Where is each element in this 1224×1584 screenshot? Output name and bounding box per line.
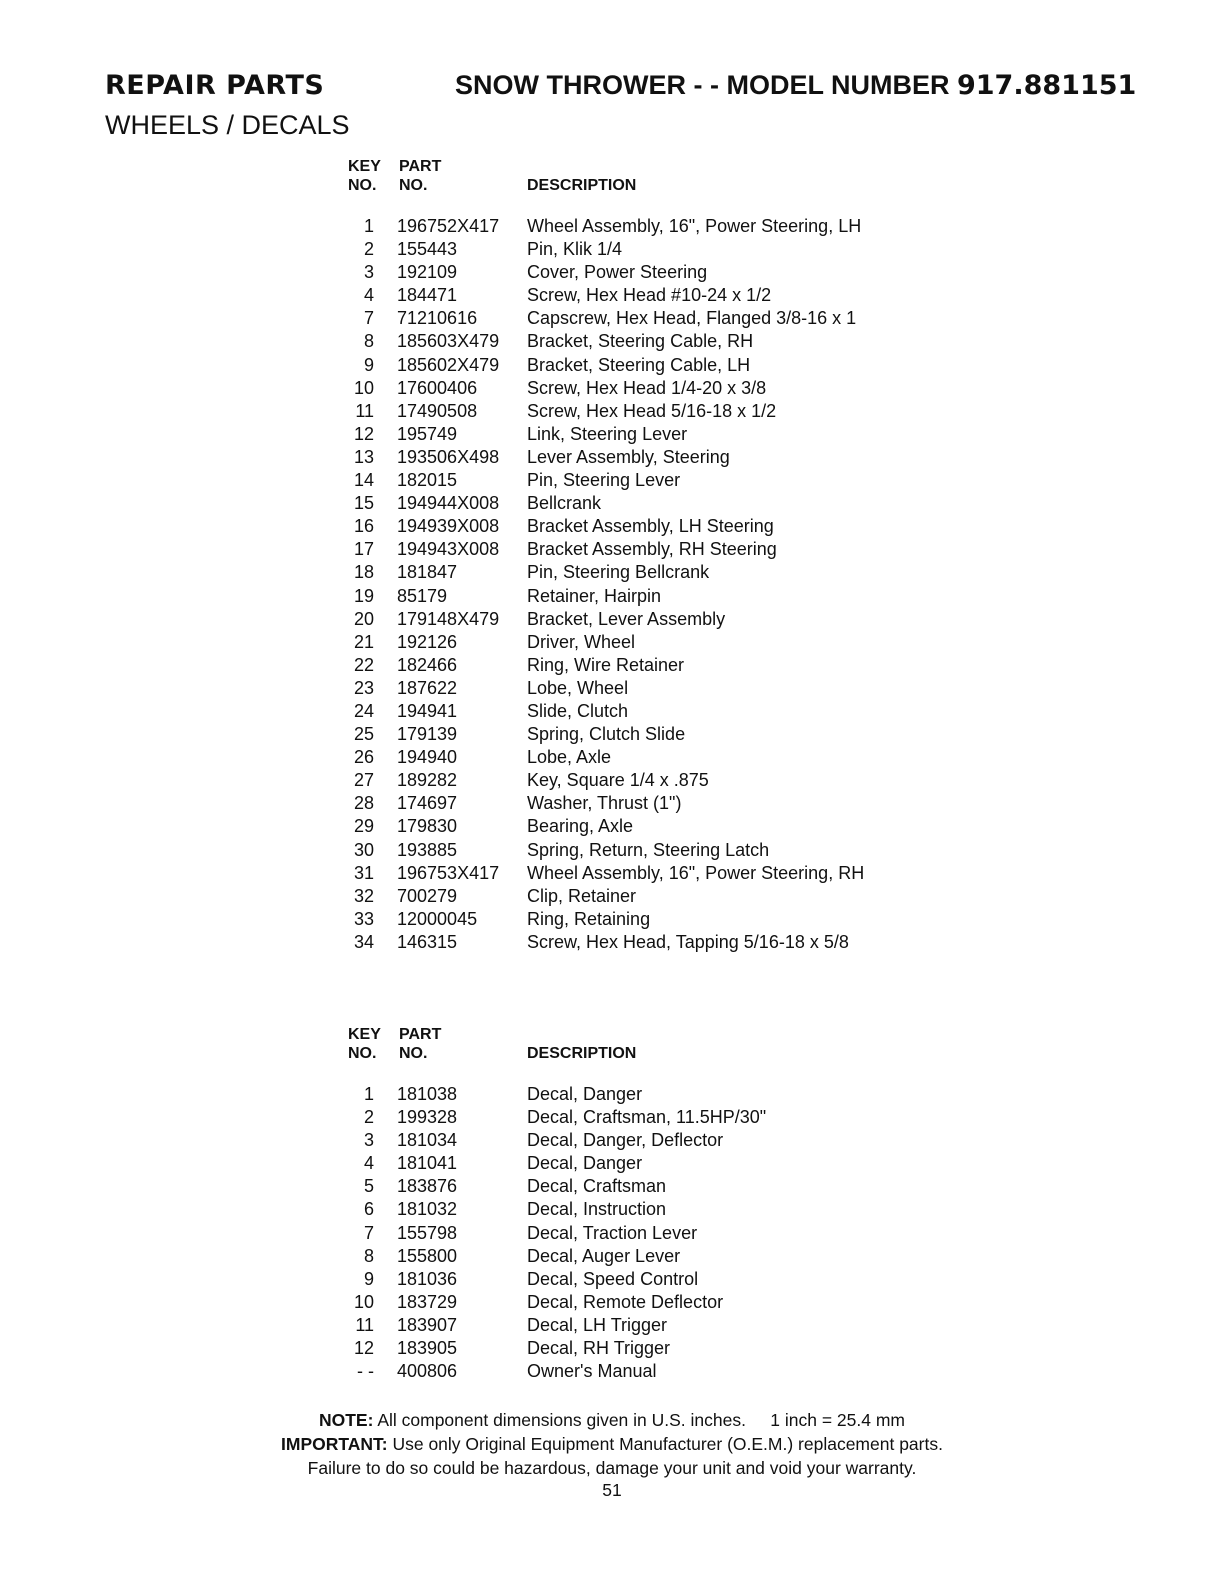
description-cell: Bracket, Steering Cable, RH xyxy=(527,331,754,352)
key-no-cell: 13 xyxy=(353,446,374,467)
description-cell: Decal, Traction Lever xyxy=(527,1222,698,1243)
key-no-cell: 23 xyxy=(353,677,374,698)
description-cell: Wheel Assembly, 16", Power Steering, LH xyxy=(527,216,862,236)
key-no-cell: 1 xyxy=(363,1084,374,1104)
part-no-cell: 196752X417 xyxy=(397,216,500,236)
part-no-cell: 182466 xyxy=(397,654,458,675)
key-no-cell: 21 xyxy=(353,631,374,652)
description-cell: Decal, Craftsman xyxy=(527,1176,667,1197)
key-no-cell: 1 xyxy=(363,216,374,236)
part-header-line2: NO. xyxy=(399,1045,428,1062)
part-no-cell: 189282 xyxy=(397,770,458,791)
description-header: DESCRIPTION xyxy=(527,177,637,194)
description-cell: Spring, Return, Steering Latch xyxy=(527,839,770,860)
part-no-cell: 71210616 xyxy=(397,308,478,329)
description-cell: Slide, Clutch xyxy=(527,700,629,721)
description-cell: Decal, Speed Control xyxy=(527,1268,699,1289)
part-no-cell: 194940 xyxy=(397,747,458,768)
description-cell: Bracket Assembly, RH Steering xyxy=(527,539,777,560)
key-no-cell: 17 xyxy=(353,539,374,560)
key-no-cell: 34 xyxy=(353,931,374,952)
key-no-cell: 9 xyxy=(363,354,374,375)
part-no-cell: 155443 xyxy=(397,239,458,260)
part-no-cell: 179139 xyxy=(397,724,458,745)
key-no-cell: 26 xyxy=(353,747,374,768)
part-header-line2: NO. xyxy=(399,177,428,194)
description-cell: Decal, LH Trigger xyxy=(527,1314,668,1335)
part-no-cell: 17490508 xyxy=(397,400,478,421)
part-no-cell: 155800 xyxy=(397,1245,458,1266)
key-no-cell: 27 xyxy=(353,770,374,791)
part-header-line1: PART xyxy=(399,1026,442,1043)
description-cell: Link, Steering Lever xyxy=(527,423,688,444)
key-no-cell: 31 xyxy=(353,862,374,883)
part-no-cell: 179830 xyxy=(397,816,458,837)
description-cell: Ring, Wire Retainer xyxy=(527,654,685,675)
key-no-cell: 4 xyxy=(363,285,374,306)
description-cell: Decal, Remote Deflector xyxy=(527,1291,724,1312)
part-no-cell: 182015 xyxy=(397,470,458,491)
part-no-cell: 181847 xyxy=(397,562,458,583)
key-no-cell: 33 xyxy=(353,908,374,929)
part-no-cell: 194939X008 xyxy=(397,516,500,537)
description-cell: Pin, Steering Lever xyxy=(527,470,681,491)
important-line xyxy=(0,1434,1224,1455)
important-text: Use only Original Equipment Manufacturer (O.E.M.) replacement parts. xyxy=(387,1434,943,1454)
key-no-cell: 12 xyxy=(353,1338,374,1359)
key-header-line1: KEY xyxy=(348,158,381,175)
description-cell: Decal, Instruction xyxy=(527,1199,667,1220)
description-cell: Retainer, Hairpin xyxy=(527,585,662,606)
key-no-cell: 11 xyxy=(355,400,374,421)
note-text: All component dimensions given in U.S. inches. 1 inch = 25.4 mm xyxy=(373,1410,906,1430)
page-number: 51 xyxy=(602,1480,622,1500)
part-no-cell: 181034 xyxy=(397,1130,458,1151)
part-no-cell: 187622 xyxy=(397,677,458,698)
key-header-line2: NO. xyxy=(348,177,377,194)
model-heading xyxy=(455,70,1136,101)
important-label: IMPORTANT: xyxy=(281,1434,388,1454)
description-cell: Screw, Hex Head 1/4-20 x 3/8 xyxy=(527,377,767,398)
key-no-cell: 2 xyxy=(363,239,374,260)
key-no-cell: 32 xyxy=(353,885,374,906)
key-no-cell: 7 xyxy=(363,1222,374,1243)
part-no-cell: 192126 xyxy=(397,631,458,652)
part-no-cell: 181036 xyxy=(397,1268,458,1289)
key-no-cell: 24 xyxy=(353,700,374,721)
description-cell: Screw, Hex Head #10-24 x 1/2 xyxy=(527,285,772,306)
part-no-cell: 17600406 xyxy=(397,377,478,398)
description-cell: Lever Assembly, Steering xyxy=(527,446,730,467)
key-no-cell: 5 xyxy=(363,1176,374,1197)
key-no-cell: 3 xyxy=(363,262,374,283)
description-cell: Spring, Clutch Slide xyxy=(527,724,686,745)
key-no-cell: 3 xyxy=(363,1130,374,1151)
key-header-line1: KEY xyxy=(348,1026,381,1043)
part-no-cell: 184471 xyxy=(397,285,458,306)
description-cell: Screw, Hex Head, Tapping 5/16-18 x 5/8 xyxy=(527,931,849,952)
description-cell: Key, Square 1/4 x .875 xyxy=(527,770,709,791)
description-cell: Decal, Craftsman, 11.5HP/30" xyxy=(527,1107,767,1128)
key-no-cell: 22 xyxy=(353,654,374,675)
description-cell: Lobe, Axle xyxy=(527,747,612,768)
key-no-cell: 16 xyxy=(353,516,374,537)
description-cell: Owner's Manual xyxy=(527,1361,657,1382)
key-no-cell: 12 xyxy=(353,423,374,444)
description-cell: Screw, Hex Head 5/16-18 x 1/2 xyxy=(527,400,777,421)
model-heading-prefix: SNOW THROWER - - MODEL NUMBER xyxy=(455,70,957,100)
part-no-cell: 185602X479 xyxy=(397,354,500,375)
part-no-cell: 183907 xyxy=(397,1314,458,1335)
part-no-cell: 179148X479 xyxy=(397,608,500,629)
key-no-cell: 10 xyxy=(353,377,374,398)
key-no-cell: - - xyxy=(357,1361,374,1382)
note-label: NOTE: xyxy=(318,1410,374,1430)
part-no-cell: 199328 xyxy=(397,1107,458,1128)
part-no-cell: 700279 xyxy=(397,885,458,906)
part-no-cell: 193885 xyxy=(397,839,458,860)
part-no-cell: 181032 xyxy=(397,1199,458,1220)
key-no-cell: 28 xyxy=(353,793,374,814)
part-no-cell: 194943X008 xyxy=(397,539,500,560)
part-no-cell: 181038 xyxy=(397,1084,458,1104)
description-cell: Wheel Assembly, 16", Power Steering, RH xyxy=(527,862,865,883)
key-no-cell: 25 xyxy=(353,724,374,745)
key-no-cell: 8 xyxy=(363,331,374,352)
key-no-cell: 8 xyxy=(363,1245,374,1266)
part-no-cell: 185603X479 xyxy=(397,331,500,352)
key-no-cell: 15 xyxy=(353,493,374,514)
description-cell: Decal, RH Trigger xyxy=(527,1338,671,1359)
key-no-cell: 6 xyxy=(363,1199,374,1220)
note-line xyxy=(0,1410,1224,1431)
description-cell: Bracket, Steering Cable, LH xyxy=(527,354,751,375)
section-title: WHEELS / DECALS xyxy=(105,110,350,140)
description-cell: Pin, Steering Bellcrank xyxy=(527,562,710,583)
key-no-cell: 9 xyxy=(363,1268,374,1289)
key-no-cell: 19 xyxy=(353,585,374,606)
description-cell: Cover, Power Steering xyxy=(527,262,708,283)
part-no-cell: 155798 xyxy=(397,1222,458,1243)
part-no-cell: 181041 xyxy=(397,1153,458,1174)
key-header-line2: NO. xyxy=(348,1045,377,1062)
part-no-cell: 146315 xyxy=(397,931,458,952)
description-cell: Clip, Retainer xyxy=(527,885,637,906)
description-cell: Bellcrank xyxy=(527,493,602,514)
part-header-line1: PART xyxy=(399,158,442,175)
part-no-cell: 183905 xyxy=(397,1338,458,1359)
key-no-cell: 10 xyxy=(353,1291,374,1312)
key-no-cell: 4 xyxy=(363,1153,374,1174)
key-no-cell: 14 xyxy=(353,470,374,491)
description-cell: Ring, Retaining xyxy=(527,908,651,929)
description-cell: Bearing, Axle xyxy=(527,816,634,837)
description-cell: Capscrew, Hex Head, Flanged 3/8-16 x 1 xyxy=(527,308,857,329)
part-no-cell: 183729 xyxy=(397,1291,458,1312)
description-cell: Decal, Danger, Deflector xyxy=(527,1130,724,1151)
description-cell: Decal, Danger xyxy=(527,1084,643,1104)
part-no-cell: 174697 xyxy=(397,793,458,814)
description-cell: Decal, Auger Lever xyxy=(527,1245,681,1266)
warning-line: Failure to do so could be hazardous, damage your unit and void your warranty. xyxy=(307,1458,917,1478)
key-no-cell: 29 xyxy=(353,816,374,837)
description-cell: Decal, Danger xyxy=(527,1153,643,1174)
part-no-cell: 195749 xyxy=(397,423,458,444)
part-no-cell: 183876 xyxy=(397,1176,458,1197)
description-cell: Pin, Klik 1/4 xyxy=(527,239,623,260)
part-no-cell: 12000045 xyxy=(397,908,478,929)
part-no-cell: 192109 xyxy=(397,262,458,283)
part-no-cell: 85179 xyxy=(397,585,448,606)
part-no-cell: 193506X498 xyxy=(397,446,500,467)
part-no-cell: 400806 xyxy=(397,1361,458,1382)
part-no-cell: 196753X417 xyxy=(397,862,500,883)
page-title: REPAIR PARTS xyxy=(105,70,325,101)
description-cell: Bracket Assembly, LH Steering xyxy=(527,516,774,537)
key-no-cell: 7 xyxy=(363,308,374,329)
model-number: 917.881151 xyxy=(956,70,1137,101)
description-cell: Washer, Thrust (1") xyxy=(527,793,682,814)
key-no-cell: 2 xyxy=(363,1107,374,1128)
description-header: DESCRIPTION xyxy=(527,1045,637,1062)
description-cell: Lobe, Wheel xyxy=(527,677,629,698)
part-no-cell: 194941 xyxy=(397,700,458,721)
part-no-cell: 194944X008 xyxy=(397,493,500,514)
description-cell: Bracket, Lever Assembly xyxy=(527,608,726,629)
key-no-cell: 11 xyxy=(355,1314,374,1335)
key-no-cell: 20 xyxy=(353,608,374,629)
description-cell: Driver, Wheel xyxy=(527,631,636,652)
key-no-cell: 30 xyxy=(353,839,374,860)
key-no-cell: 18 xyxy=(353,562,374,583)
